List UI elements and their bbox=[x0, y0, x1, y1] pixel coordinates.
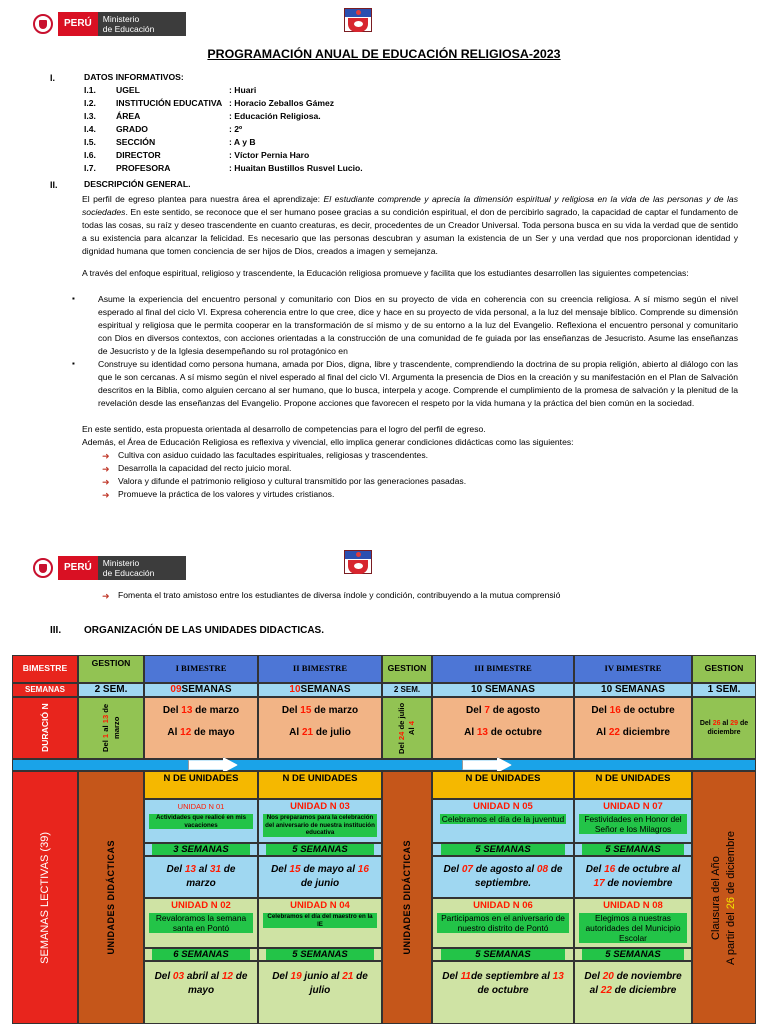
unit-title-cell bbox=[432, 799, 574, 843]
unit-weeks: 5 SEMANAS bbox=[441, 844, 564, 855]
header-gestion-3: GESTION bbox=[692, 655, 756, 683]
semanas-gestion-1: 2 SEM. bbox=[78, 683, 144, 697]
text: Del bbox=[584, 971, 603, 982]
info-label: PROFESORA bbox=[116, 163, 171, 173]
info-value: : 2º bbox=[229, 124, 243, 134]
bullet-icon: ▪ bbox=[72, 359, 75, 368]
duracion-gestion-2: Del 24 de julio Al 4 bbox=[382, 697, 432, 759]
unit-date bbox=[265, 970, 375, 998]
text: 17 bbox=[593, 878, 605, 889]
info-code: I.4. bbox=[84, 124, 96, 134]
text: abril al bbox=[184, 971, 222, 982]
n-unidades-header-4: N DE UNIDADES bbox=[574, 771, 692, 799]
unit-number: UNIDAD N 05 bbox=[473, 801, 533, 812]
text: 22 bbox=[600, 985, 612, 996]
unit-weeks: 5 SEMANAS bbox=[582, 949, 684, 960]
semanas-bimestre-3: 10 SEMANAS bbox=[432, 683, 574, 697]
text: 12 bbox=[221, 971, 233, 982]
competency-1: Asume la experiencia del encuentro personal y comunitario con Dios en su proyecto de vida en coherencia con su creencia religiosa. A sí mismo según el nivel esperado al final del ciclo VI. Expresa coherencia entre lo que cree, dice y hace en su proyecto de vida personal, a la luz del mensaje bíblico. Comprende su dimensión espiritual y religiosa que le permita cooperar en la transformación de sí mismo y de su entorno a la luz del Evangelio. Reflexiona el encuentro personal y comunitario con Dios en diversos contextos, con acciones orientadas a la construcción de una comunidad de fe guiada por las enseñanzas de Jesucristo. Asume las enseñanzas de Jesucristo y de la Iglesia desempeñando su rol protagónico en bbox=[98, 294, 738, 356]
text: Del bbox=[271, 864, 290, 875]
condition-5: Fomenta el trato amistoso entre los estudiantes de diversa índole y condición, contribuyendo a la mutua comprensió bbox=[118, 590, 561, 600]
unit-weeks-cell bbox=[144, 843, 258, 856]
unit-date bbox=[265, 863, 375, 891]
unit-name: Nos preparamos para la celebración del aniversario de nuestra institución educativa bbox=[263, 814, 377, 837]
section-1-number: I. bbox=[50, 73, 56, 83]
separator-bar bbox=[12, 759, 756, 771]
section-2-title: DESCRIPCIÓN GENERAL. bbox=[84, 179, 191, 189]
description-paragraph-3: En este sentido, esta propuesta orientada al desarrollo de competencias para el logro del perfil de egreso. bbox=[82, 424, 486, 434]
row-duracion-label: DURACIÓ N bbox=[12, 697, 78, 759]
page-title: PROGRAMACIÓN ANUAL DE EDUCACIÓN RELIGIOSA-2023 bbox=[207, 47, 561, 61]
text: al bbox=[195, 864, 210, 875]
unit-date-cell bbox=[432, 856, 574, 898]
text: 13 bbox=[184, 864, 196, 875]
text: de noviembre bbox=[604, 878, 673, 889]
text: Del bbox=[166, 864, 185, 875]
unit-weeks-cell bbox=[432, 948, 574, 961]
unit-date bbox=[581, 863, 685, 891]
text: de marzo bbox=[186, 864, 236, 889]
unit-weeks: 5 SEMANAS bbox=[266, 949, 373, 960]
unit-number: UNIDAD N 02 bbox=[171, 900, 231, 911]
unit-weeks-cell bbox=[144, 948, 258, 961]
unit-title-cell bbox=[258, 898, 382, 948]
unit-name: Festividades en Honor del Señor e los Milagros bbox=[579, 814, 687, 834]
text: Del bbox=[443, 864, 462, 875]
n-unidades-header-2: N DE UNIDADES bbox=[258, 771, 382, 799]
info-value: : Huaitan Bustillos Rusvel Lucio. bbox=[229, 163, 363, 173]
text: de septiembre al bbox=[470, 971, 553, 982]
semanas-lectivas-label: SEMANAS LECTIVAS (39) bbox=[12, 771, 78, 1024]
unit-name: Participamos en el aniversario de nuestro distrito de Pontó bbox=[437, 913, 569, 933]
unit-weeks: 5 SEMANAS bbox=[582, 844, 684, 855]
unit-date bbox=[439, 863, 567, 891]
info-code: I.2. bbox=[84, 98, 96, 108]
unit-name: Celebramos el día del maestro en la IE bbox=[263, 913, 377, 928]
description-paragraph-1: El perfil de egreso plantea para nuestra área el aprendizaje: El estudiante comprende y aprecia la dimensión espiritual y religiosa en la vida de las personas y de las sociedades. En este sentido, se reconoce que el ser humano posee gracias a su condición espiritual, el don de percibirlo sagrado, la capacidad de captar el fundamento de todas las cosas, su raíz y deseo trascendente en cuanto creaturas, es decir, procedentes de un Creador Universal. Toda persona busca en su vida la verdad que de sentido a su existencia para alcanzar la felicidad. Es necesario que las personas descubran y asuman la existencia de un Ser y una verdad que nos proporcionan identidad y dignidad humana que tomen conciencia de ser hijos de Dios, creados a imagen y semejanza. bbox=[82, 194, 738, 256]
arrow-bullet-icon: ➜ bbox=[102, 477, 110, 487]
info-value: : Educación Religiosa. bbox=[229, 111, 321, 121]
bullet-icon: ▪ bbox=[72, 294, 75, 303]
text: Del bbox=[272, 971, 291, 982]
unit-title-cell bbox=[432, 898, 574, 948]
unit-name: Actividades que realicé en mis vacaciones bbox=[149, 814, 253, 829]
unit-date bbox=[581, 970, 685, 998]
info-value: : A y B bbox=[229, 137, 256, 147]
peru-shield-icon bbox=[32, 556, 54, 580]
info-code: I.3. bbox=[84, 111, 96, 121]
arrow-bullet-icon: ➜ bbox=[102, 591, 110, 601]
ministerio-label: Ministerio de Educación bbox=[98, 12, 186, 36]
competency-2: Construye su identidad como persona humana, amada por Dios, digna, libre y trascendente, comprendiendo la doctrina de su propia religión, abierto al diálogo con las que le son cercanas. A sí mismo según el nivel esperado al final del ciclo VI. Argumenta la presencia de Dios en la creación y su manifestación en el Plan de Salvación descritos en la Biblia, como alguien cercano al ser humano, que lo busca, interpela y acoge. Comprende el cumplimiento de la promesa de salvación y la plenitud de la revelación desde las enseñanzas del Evangelio. Propone acciones que favorecen el respeto por la vida humana y la práctica del bien común en la sociedad. bbox=[98, 359, 738, 408]
unit-date-cell bbox=[144, 961, 258, 1024]
text: 16 bbox=[357, 864, 369, 875]
unit-weeks: 5 SEMANAS bbox=[441, 949, 564, 960]
section-2-number: II. bbox=[50, 180, 58, 190]
unit-title-cell bbox=[574, 898, 692, 948]
unit-title-cell bbox=[574, 799, 692, 843]
school-emblem-icon bbox=[344, 8, 372, 32]
unit-number: UNIDAD N 08 bbox=[603, 900, 663, 911]
header-bimestre-3: III BIMESTRE bbox=[432, 655, 574, 683]
text: de agosto al bbox=[472, 864, 537, 875]
arrow-bullet-icon: ➜ bbox=[102, 451, 110, 461]
peru-label: PERÚ bbox=[58, 556, 98, 580]
unit-title-cell bbox=[144, 799, 258, 843]
unit-number: UNIDAD N 03 bbox=[290, 801, 350, 812]
text: de junio bbox=[300, 878, 340, 889]
unit-number: UNIDAD N 04 bbox=[290, 900, 350, 911]
unit-date-cell bbox=[258, 856, 382, 898]
info-value: : Huari bbox=[229, 85, 257, 95]
info-label: ÁREA bbox=[116, 111, 141, 121]
unit-weeks: 5 SEMANAS bbox=[266, 844, 373, 855]
duracion-bimestre-2: Del 15 de marzo Al 21 de julio bbox=[258, 697, 382, 759]
text: junio al bbox=[301, 971, 343, 982]
semanas-gestion-3: 1 SEM. bbox=[692, 683, 756, 697]
unit-weeks-cell bbox=[432, 843, 574, 856]
semanas-bimestre-1: 09 SEMANAS bbox=[144, 683, 258, 697]
unit-name: Revaloramos la semana santa en Pontó bbox=[149, 913, 253, 933]
text: de octubre al bbox=[615, 864, 681, 875]
info-value: : Víctor Pernia Haro bbox=[229, 150, 310, 160]
unit-date-cell bbox=[432, 961, 574, 1024]
text: Del bbox=[154, 971, 173, 982]
arrow-bullet-icon: ➜ bbox=[102, 464, 110, 474]
info-code: I.6. bbox=[84, 150, 96, 160]
info-label: INSTITUCIÓN EDUCATIVA bbox=[116, 98, 223, 108]
unit-weeks: 3 SEMANAS bbox=[152, 844, 251, 855]
text: 07 bbox=[461, 864, 473, 875]
duracion-bimestre-1: Del 13 de marzo Al 12 de mayo bbox=[144, 697, 258, 759]
ministerio-label: Ministerio de Educación bbox=[98, 556, 186, 580]
text: de diciembre bbox=[611, 985, 677, 996]
duracion-bimestre-4: Del 16 de octubre Al 22 diciembre bbox=[574, 697, 692, 759]
row-semanas-label: SEMANAS bbox=[12, 683, 78, 697]
text: 16 bbox=[604, 864, 616, 875]
info-code: I.7. bbox=[84, 163, 96, 173]
unit-date bbox=[151, 970, 251, 998]
info-code: I.5. bbox=[84, 137, 96, 147]
info-label: DIRECTOR bbox=[116, 150, 161, 160]
info-value: : Horacio Zeballos Gámez bbox=[229, 98, 335, 108]
header-bimestre: BIMESTRE bbox=[12, 655, 78, 683]
text: de noviembre al bbox=[589, 971, 682, 996]
arrow-bullet-icon: ➜ bbox=[102, 490, 110, 500]
condition-4: Promueve la práctica de los valores y virtudes cristianos. bbox=[118, 489, 335, 499]
header-bimestre-1: I BIMESTRE bbox=[144, 655, 258, 683]
school-emblem-icon bbox=[344, 550, 372, 574]
unidades-didacticas-label-1: UNIDADES DIDÁCTICAS bbox=[78, 771, 144, 1024]
text: de julio bbox=[309, 971, 368, 996]
unit-name: Celebramos el día de la juventud bbox=[441, 814, 565, 824]
header-gestion-2: GESTION bbox=[382, 655, 432, 683]
description-paragraph-4: Además, el Área de Educación Religiosa es reflexiva y vivencial, ello implica generar condiciones didácticas como las siguientes: bbox=[82, 437, 574, 447]
text: de octubre bbox=[477, 985, 529, 996]
unit-number: UNIDAD N 01 bbox=[177, 802, 225, 811]
text: de mayo bbox=[187, 971, 248, 996]
semanas-gestion-2: 2 SEM. bbox=[382, 683, 432, 697]
minedu-logo bbox=[32, 556, 186, 580]
unit-title-cell bbox=[144, 898, 258, 948]
text: 31 bbox=[209, 864, 222, 875]
text: 11 bbox=[460, 971, 471, 982]
duracion-gestion-3: Del 26 al 29 de diciembre bbox=[692, 697, 756, 759]
info-label: GRADO bbox=[116, 124, 148, 134]
unit-date bbox=[151, 863, 251, 891]
info-label: UGEL bbox=[116, 85, 140, 95]
semanas-bimestre-4: 10 SEMANAS bbox=[574, 683, 692, 697]
condition-2: Desarrolla la capacidad del recto juicio moral. bbox=[118, 463, 292, 473]
text: Del bbox=[585, 864, 605, 875]
duracion-gestion-1: Del 1 al 13 de marzo bbox=[78, 697, 144, 759]
n-unidades-header-3: N DE UNIDADES bbox=[432, 771, 574, 799]
n-unidades-header-1: N DE UNIDADES bbox=[144, 771, 258, 799]
unit-weeks: 6 SEMANAS bbox=[152, 949, 251, 960]
unit-weeks-cell bbox=[574, 948, 692, 961]
header-bimestre-4: IV BIMESTRE bbox=[574, 655, 692, 683]
minedu-logo bbox=[32, 12, 186, 36]
unit-title-cell bbox=[258, 799, 382, 843]
text: 08 bbox=[536, 864, 549, 875]
clausura-cell: Clausura del Año A partir del 26 de diciembre bbox=[692, 771, 756, 1024]
text: 19 bbox=[290, 971, 302, 982]
unit-date bbox=[439, 970, 567, 998]
unit-number: UNIDAD N 06 bbox=[473, 900, 533, 911]
text: de mayo al bbox=[300, 864, 358, 875]
peru-shield-icon bbox=[32, 12, 54, 36]
peru-label: PERÚ bbox=[58, 12, 98, 36]
unit-name: Elegimos a nuestras autoridades del Municipio Escolar bbox=[579, 913, 687, 943]
info-label: SECCIÓN bbox=[116, 137, 156, 147]
text: 13 bbox=[552, 971, 564, 982]
condition-3: Valora y difunde el patrimonio religioso y cultural transmitido por las generaciones pasadas. bbox=[118, 476, 467, 486]
semanas-bimestre-2: 10 SEMANAS bbox=[258, 683, 382, 697]
unit-date-cell bbox=[574, 856, 692, 898]
text: Del bbox=[442, 971, 461, 982]
unidades-didacticas-label-2: UNIDADES DIDÁCTICAS bbox=[382, 771, 432, 1024]
unit-weeks-cell bbox=[258, 948, 382, 961]
text: 03 bbox=[172, 971, 185, 982]
section-3-number: III. bbox=[50, 625, 62, 636]
text: 20 bbox=[602, 971, 614, 982]
header-bimestre-2: II BIMESTRE bbox=[258, 655, 382, 683]
unit-number: UNIDAD N 07 bbox=[603, 801, 663, 812]
description-paragraph-2: A través del enfoque espiritual, religioso y trascendente, la Educación religiosa promueve y facilita que los estudiantes desarrollen las siguientes competencias: bbox=[82, 268, 689, 278]
condition-1: Cultiva con asiduo cuidado las facultades espirituales, religiosas y trascendentes. bbox=[118, 450, 429, 460]
duracion-bimestre-3: Del 7 de agosto Al 13 de octubre bbox=[432, 697, 574, 759]
info-code: I.1. bbox=[84, 85, 96, 95]
section-1-title: DATOS INFORMATIVOS: bbox=[84, 72, 184, 82]
unit-weeks-cell bbox=[574, 843, 692, 856]
unit-date-cell bbox=[574, 961, 692, 1024]
text: de septiembre. bbox=[474, 864, 563, 889]
text: 21 bbox=[342, 971, 354, 982]
text: 15 bbox=[289, 864, 301, 875]
section-3-title: ORGANIZACIÓN DE LAS UNIDADES DIDACTICAS. bbox=[84, 625, 325, 636]
header-gestion-1: GESTION bbox=[78, 655, 144, 683]
unit-weeks-cell bbox=[258, 843, 382, 856]
unit-date-cell bbox=[258, 961, 382, 1024]
unit-date-cell bbox=[144, 856, 258, 898]
